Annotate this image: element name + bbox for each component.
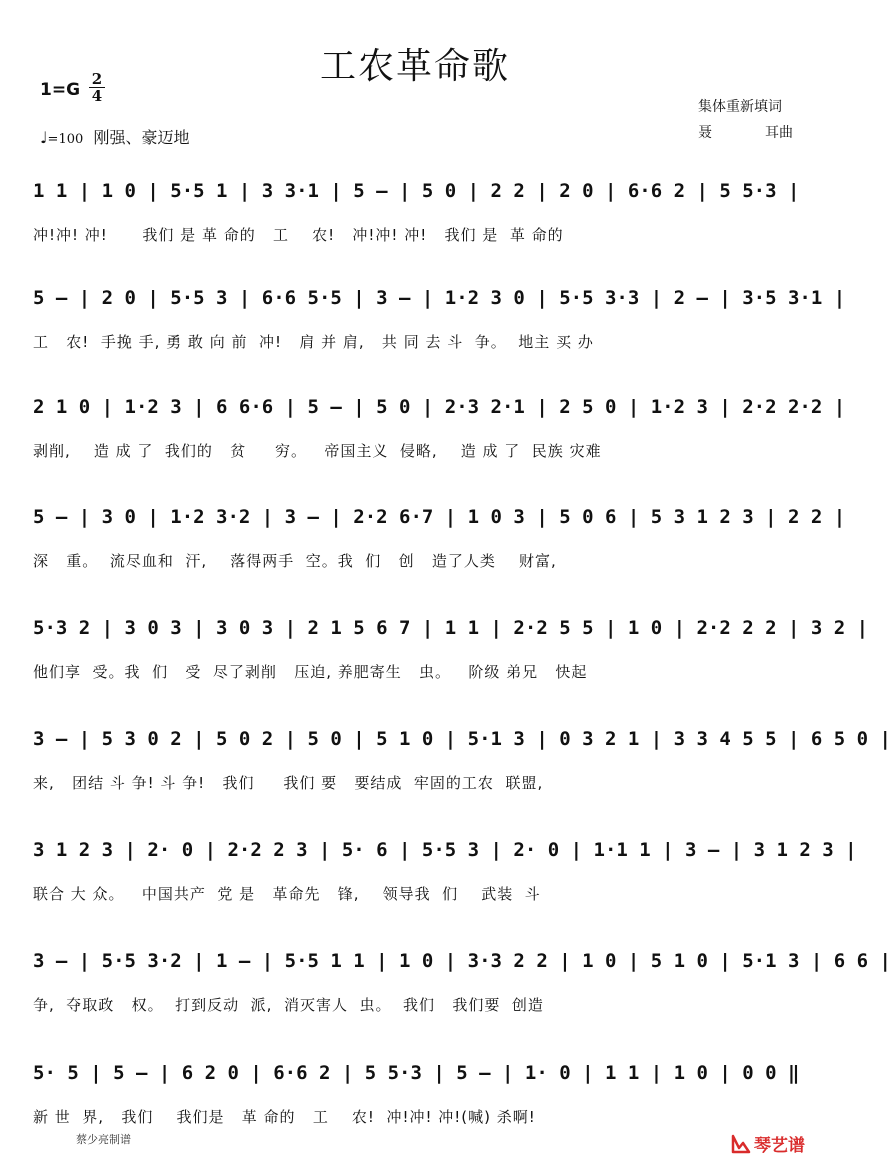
score-maker: 蔡少亮制谱 [76,1133,131,1146]
tempo-text: 刚强、豪迈地 [93,128,190,147]
meter-bottom: 4 [91,87,103,105]
notation-row: 3 1 2 3 | 2· 0 | 2·2 2 3 | 5· 6 | 5·5 3 | 2· 0 | 1·1 1 | 3 – | 3 1 2 3 | [33,839,857,861]
quarter-note-icon: ♩ [40,128,48,147]
lyric-row: 他们享 受。我 们 受 尽了剥削 压迫, 养肥寄生 虫。 阶级 弟兄 快起 [33,663,588,681]
score-line-1 [33,180,799,260]
composer-role: 耳曲 [765,125,793,141]
composer-credit [698,122,793,142]
notation-row: 1 1 | 1 0 | 5·5 1 | 3 3·1 | 5 – | 5 0 | 2 2 | 2 0 | 6·6 2 | 5 5·3 | [33,180,800,202]
score-line-6 [33,728,891,808]
lyricist-credit: 集体重新填词 [698,99,782,115]
notation-row: 5·3 2 | 3 0 3 | 3 0 3 | 2 1 5 6 7 | 1 1 | 2·2 5 5 | 1 0 | 2·2 2 2 | 3 2 | [33,617,869,639]
site-logo[interactable] [730,1131,805,1156]
notation-row: 5· 5 | 5 – | 6 2 0 | 6·6 2 | 5 5·3 | 5 – | 1· 0 | 1 1 | 1 0 | 0 0 ‖ [33,1062,800,1084]
notation-row: 2 1 0 | 1·2 3 | 6 6·6 | 5 – | 5 0 | 2·3 2·1 | 2 5 0 | 1·2 3 | 2·2 2·2 | [33,396,846,418]
lyric-row: 联合 大 众。 中国共产 党 是 革命先 锋, 领导我 们 武装 斗 [33,885,541,903]
lyric-row: 深 重。 流尽血和 汗, 落得两手 空。我 们 创 造了人类 财富, [33,552,557,570]
lyric-row: 工 农! 手挽 手, 勇 敢 向 前 冲! 肩 并 肩, 共 同 去 斗 争。 地主 买 办 [33,333,594,351]
time-signature [89,72,105,103]
notation-row: 3 – | 5·5 3·2 | 1 – | 5·5 1 1 | 1 0 | 3·3 2 2 | 1 0 | 5 1 0 | 5·1 3 | 6 6 | [33,950,891,972]
song-title: 工农革命歌 [319,46,510,87]
tempo-marking [40,125,189,148]
lyric-row: 剥削, 造 成 了 我们的 贫 穷。 帝国主义 侵略, 造 成 了 民族 灾难 [33,442,602,460]
score-line-4 [33,506,846,586]
score-line-7 [33,839,857,919]
notation-row: 3 – | 5 3 0 2 | 5 0 2 | 5 0 | 5 1 0 | 5·1 3 | 0 3 2 1 | 3 3 4 5 5 | 6 5 0 | [33,728,891,750]
logo-icon [730,1134,752,1154]
notation-row: 5 – | 2 0 | 5·5 3 | 6·6 5·5 | 3 – | 1·2 3 0 | 5·5 3·3 | 2 – | 3·5 3·1 | [33,287,846,309]
tempo-value: =100 [47,132,84,147]
score-line-5 [33,617,869,697]
meter-top: 2 [91,70,103,88]
key-signature: 1=G [40,80,81,100]
notation-row: 5 – | 3 0 | 1·2 3·2 | 3 – | 2·2 6·7 | 1 0 3 | 5 0 6 | 5 3 1 2 3 | 2 2 | [33,506,846,528]
lyric-row: 争, 夺取政 权。 打到反动 派, 消灭害人 虫。 我们 我们要 创造 [33,996,544,1014]
score-line-8 [33,950,891,1030]
logo-text: 琴艺谱 [754,1136,805,1156]
lyric-row: 来, 团结 斗 争! 斗 争! 我们 我们 要 要结成 牢固的工农 联盟, [33,774,544,792]
score-line-3 [33,396,846,476]
composer-name: 聂 [698,125,712,141]
score-line-2 [33,287,846,367]
score-line-9 [33,1062,799,1142]
lyric-row: 冲!冲! 冲! 我们 是 革 命的 工 农! 冲!冲! 冲! 我们 是 革 命的 [33,226,564,244]
lyric-row: 新 世 界, 我们 我们是 革 命的 工 农! 冲!冲! 冲!(喊) 杀啊! [33,1108,536,1126]
